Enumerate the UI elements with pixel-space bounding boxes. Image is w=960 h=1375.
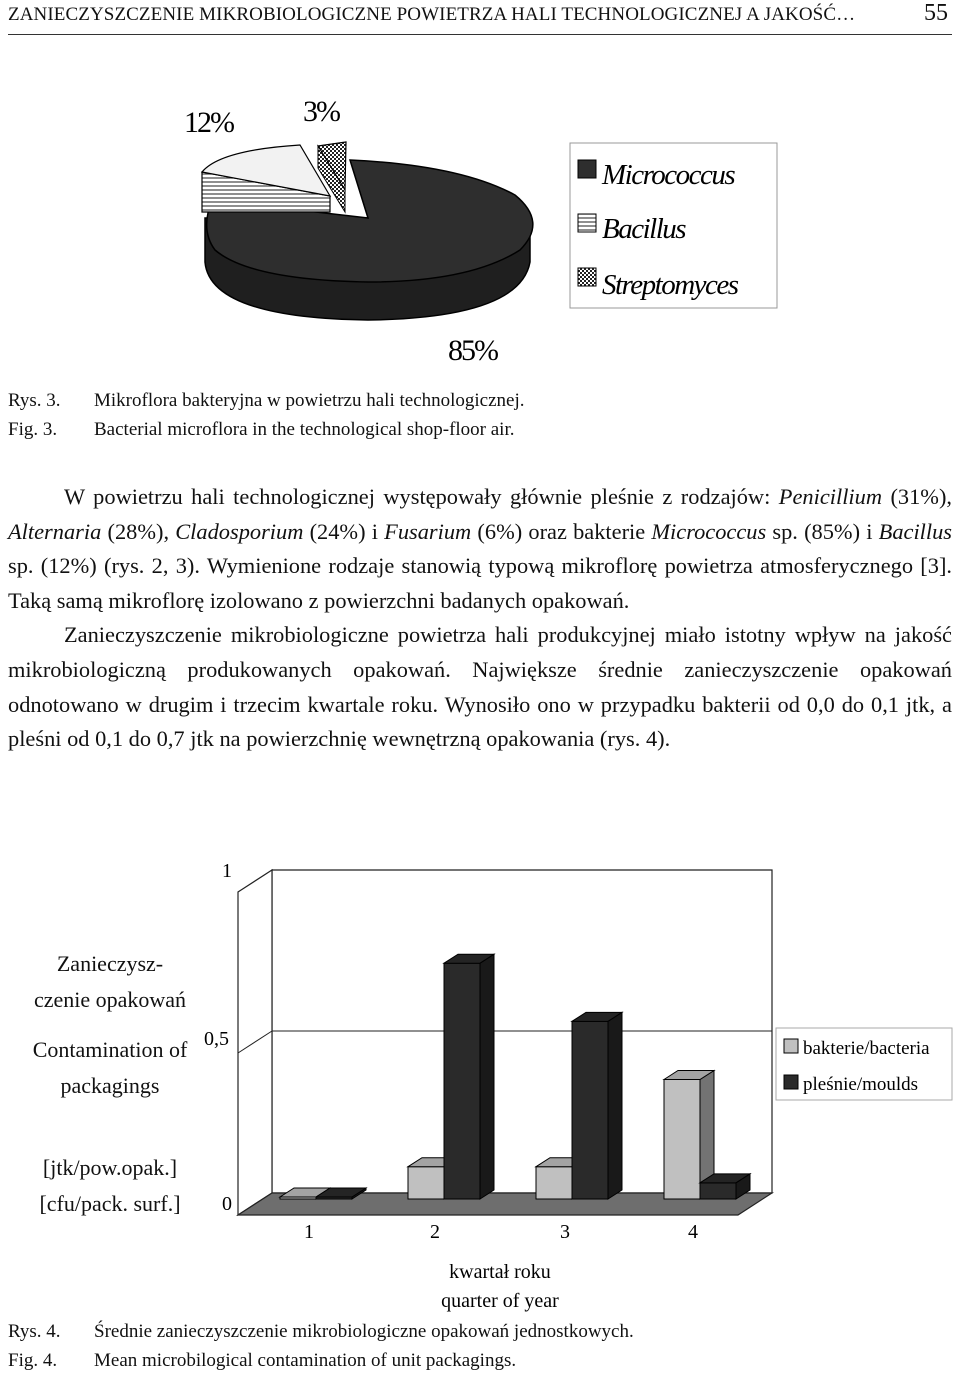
legend-swatch-micrococcus: [578, 160, 596, 178]
bar-moulds-q3: [572, 1012, 622, 1199]
caption-text-en: Bacterial microflora in the technological shop-floor air.: [94, 418, 515, 440]
legend-label-bacillus: Bacillus: [602, 213, 686, 245]
ytick-0: 0: [222, 1193, 232, 1215]
pie-legend: [570, 143, 777, 308]
ylabel-line: Zanieczysz-: [56, 951, 164, 976]
running-title: ZANIECZYSZCZENIE MIKROBIOLOGICZNE POWIETRZA HALI TECHNOLOGICZNEJ A JAKOŚĆ…: [8, 4, 856, 25]
xlabel-line-1: kwartał roku: [449, 1261, 551, 1283]
legend-swatch-bacteria: [784, 1039, 798, 1053]
xtick-3: 3: [560, 1221, 570, 1243]
running-header: [8, 0, 952, 35]
caption-label-en: Fig. 3.: [8, 418, 58, 440]
figure-3-pie-chart: [0, 80, 960, 380]
yunit-line: [jtk/pow.opak.]: [42, 1155, 178, 1180]
legend-label-streptomyces: Streptomyces: [602, 269, 738, 301]
legend-label-bacteria: bakterie/bacteria: [803, 1038, 930, 1059]
xtick-4: 4: [688, 1221, 698, 1243]
caption-text-pl: Mikroflora bakteryjna w powietrzu hali technologicznej.: [94, 389, 525, 411]
ytick-1: 1: [222, 860, 232, 882]
caption-label-en: Fig. 4.: [8, 1349, 58, 1371]
xtick-1: 1: [304, 1221, 314, 1243]
paragraph-2: Zanieczyszczenie mikrobiologiczne powietrza hali produkcyjnej miało istotny wpływ na jakość mikrobiologiczną produkowanych opakowań. Największe średnie zanieczyszczenie opakowań odnotowano w drugim i trzecim kwartale roku. Wynosiło ono w przypadku bakterii od 0,0 do 0,1 jtk, a pleśni od 0,1 do 0,7 jtk na powierzchnię wewnętrzną opakowania (rys. 4).: [8, 622, 952, 752]
caption-text-en: Mean microbilogical contamination of unit packagings.: [94, 1349, 517, 1371]
yunit-line: [cfu/pack. surf.]: [39, 1191, 181, 1216]
ytick-0-5: 0,5: [204, 1028, 229, 1050]
caption-label-pl: Rys. 3.: [8, 389, 61, 411]
pie-label-micrococcus: 85%: [448, 334, 497, 367]
caption-text-pl: Średnie zanieczyszczenie mikrobiologiczne opakowań jednostkowych.: [94, 1320, 634, 1342]
page-number: 55: [924, 0, 948, 26]
paragraph-1: W powietrzu hali technologicznej występowały głównie pleśnie z rodzajów: Penicillium (31%), Alternaria (28%), Cladosporium (24%) i Fusarium (6%) oraz bakterie Micrococcus sp. (85%) i Bacillus sp. (12%) (rys. 2, 3). Wymienione rodzaje stanowią typową mikroflorę powietrza atmosferycznego [3]. Taką samą mikroflorę izolowano z powierzchni badanych opakowań.: [8, 484, 953, 613]
bar-legend: [776, 1028, 952, 1100]
ylabel-line: czenie opakowań: [33, 987, 187, 1012]
ylabel-line: Contamination of: [32, 1037, 188, 1062]
pie-slice-bacillus: [202, 145, 330, 212]
figure-4-bar-chart: [0, 840, 960, 1320]
legend-label-moulds: pleśnie/moulds: [803, 1074, 919, 1095]
legend-swatch-moulds: [784, 1075, 798, 1089]
ylabel-line: packagings: [60, 1073, 160, 1098]
caption-label-pl: Rys. 4.: [8, 1320, 61, 1342]
figure-3-caption: [8, 386, 525, 444]
body-text: [8, 480, 952, 757]
pie-label-streptomyces: 3%: [303, 95, 339, 128]
legend-swatch-bacillus: [578, 214, 596, 232]
legend-label-micrococcus: Micrococcus: [602, 159, 735, 191]
bar-moulds-q2: [444, 954, 494, 1199]
bar-moulds-q4: [700, 1174, 750, 1199]
figure-4-caption: [8, 1317, 634, 1375]
legend-swatch-streptomyces: [578, 268, 596, 286]
pie-label-bacillus: 12%: [184, 106, 233, 139]
xlabel-line-2: quarter of year: [441, 1290, 559, 1312]
xtick-2: 2: [430, 1221, 440, 1243]
